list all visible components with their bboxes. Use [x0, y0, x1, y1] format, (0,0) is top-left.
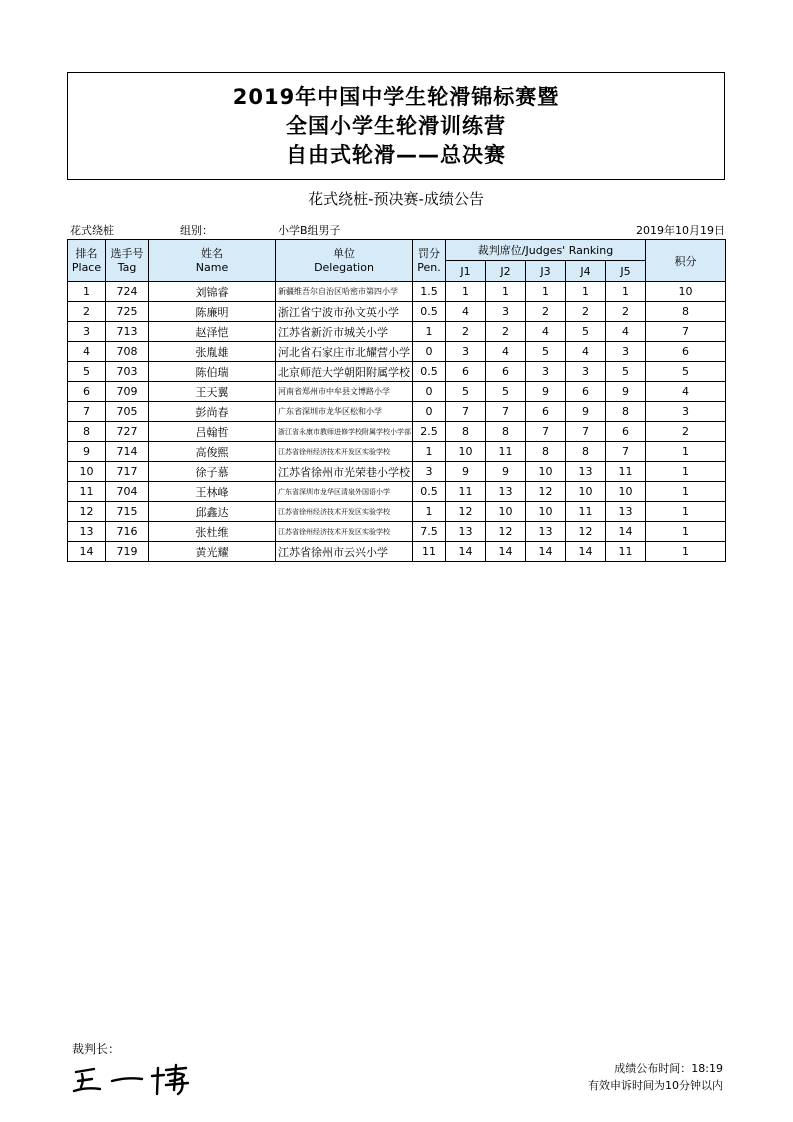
- table-row: [68, 302, 726, 322]
- header-pen-en: Pen.: [417, 260, 441, 274]
- cell-points: 6: [646, 342, 726, 362]
- cell-place: 10: [68, 462, 106, 482]
- cell-j5: 11: [606, 462, 646, 482]
- signature-drawing: [70, 1060, 200, 1098]
- cell-name: 张杜维: [149, 522, 276, 542]
- header-delegation-en: Delegation: [314, 260, 374, 274]
- header-j3: J3: [526, 261, 566, 282]
- header-name-en: Name: [195, 260, 229, 274]
- header-j2: J2: [486, 261, 526, 282]
- cell-j4: 11: [566, 502, 606, 522]
- title-box: [67, 72, 725, 180]
- cell-j5: 6: [606, 422, 646, 442]
- cell-pen: 0: [413, 402, 446, 422]
- cell-pen: 3: [413, 462, 446, 482]
- cell-j4: 13: [566, 462, 606, 482]
- cell-j5: 7: [606, 442, 646, 462]
- header-j4: J4: [566, 261, 606, 282]
- cell-j2: 13: [486, 482, 526, 502]
- cell-delegation: 江苏省徐州市云兴小学: [276, 542, 413, 562]
- cell-j1: 1: [446, 282, 486, 302]
- cell-place: 6: [68, 382, 106, 402]
- cell-pen: 0.5: [413, 302, 446, 322]
- cell-place: 7: [68, 402, 106, 422]
- title-line-2: 全国小学生轮滑训练营: [286, 113, 506, 138]
- cell-name: 黄光耀: [149, 542, 276, 562]
- cell-j1: 14: [446, 542, 486, 562]
- cell-place: 12: [68, 502, 106, 522]
- table-row: [68, 282, 726, 302]
- header-tag: [106, 240, 149, 282]
- cell-place: 4: [68, 342, 106, 362]
- cell-name: 刘锦睿: [149, 282, 276, 302]
- header-j1: J1: [446, 261, 486, 282]
- event-name: 花式绕桩: [70, 224, 114, 237]
- cell-j3: 12: [526, 482, 566, 502]
- cell-place: 8: [68, 422, 106, 442]
- cell-j1: 9: [446, 462, 486, 482]
- cell-delegation: 江苏省徐州市光荣巷小学校: [276, 462, 413, 482]
- cell-points: 1: [646, 522, 726, 542]
- cell-pen: 7.5: [413, 522, 446, 542]
- cell-j1: 7: [446, 402, 486, 422]
- cell-j5: 11: [606, 542, 646, 562]
- cell-tag: 715: [106, 502, 149, 522]
- cell-name: 彭尚春: [149, 402, 276, 422]
- cell-points: 3: [646, 402, 726, 422]
- header-delegation: [276, 240, 413, 282]
- cell-points: 10: [646, 282, 726, 302]
- cell-j3: 13: [526, 522, 566, 542]
- cell-tag: 719: [106, 542, 149, 562]
- cell-j4: 5: [566, 322, 606, 342]
- cell-pen: 1: [413, 502, 446, 522]
- cell-j4: 9: [566, 402, 606, 422]
- cell-j3: 7: [526, 422, 566, 442]
- header-pen-cn: 罚分: [418, 246, 440, 260]
- cell-name: 徐子慕: [149, 462, 276, 482]
- cell-j4: 7: [566, 422, 606, 442]
- cell-delegation: 河北省石家庄市北耀营小学: [276, 342, 413, 362]
- cell-j2: 1: [486, 282, 526, 302]
- appeal-note: 有效申诉时间为10分钟以内: [588, 1079, 723, 1092]
- cell-pen: 1: [413, 322, 446, 342]
- event-date: 2019年10月19日: [636, 224, 725, 237]
- cell-j3: 9: [526, 382, 566, 402]
- cell-name: 高俊熙: [149, 442, 276, 462]
- cell-delegation: 河南省郑州市中牟县文博路小学: [276, 382, 413, 402]
- results-table: [67, 239, 726, 562]
- cell-pen: 2.5: [413, 422, 446, 442]
- chief-judge-signature: [70, 1060, 200, 1102]
- table-row: [68, 342, 726, 362]
- cell-j4: 4: [566, 342, 606, 362]
- table-row: [68, 322, 726, 342]
- cell-j5: 8: [606, 402, 646, 422]
- cell-tag: 713: [106, 322, 149, 342]
- cell-delegation: 广东省深圳市龙华区清泉外国语小学: [276, 482, 413, 502]
- cell-place: 11: [68, 482, 106, 502]
- cell-name: 张胤雄: [149, 342, 276, 362]
- cell-j4: 2: [566, 302, 606, 322]
- cell-j3: 2: [526, 302, 566, 322]
- cell-place: 9: [68, 442, 106, 462]
- cell-delegation: 江苏省新沂市城关小学: [276, 322, 413, 342]
- cell-points: 1: [646, 542, 726, 562]
- cell-tag: 703: [106, 362, 149, 382]
- cell-delegation: 广东省深圳市龙华区松和小学: [276, 402, 413, 422]
- header-j5: J5: [606, 261, 646, 282]
- cell-place: 13: [68, 522, 106, 542]
- cell-name: 陈廉明: [149, 302, 276, 322]
- group-label: 组别：: [180, 224, 213, 237]
- cell-j2: 10: [486, 502, 526, 522]
- cell-pen: 1.5: [413, 282, 446, 302]
- cell-j5: 3: [606, 342, 646, 362]
- cell-j2: 2: [486, 322, 526, 342]
- cell-j3: 6: [526, 402, 566, 422]
- cell-j2: 9: [486, 462, 526, 482]
- header-judges: 裁判席位/Judges' Ranking: [446, 240, 646, 261]
- cell-j4: 8: [566, 442, 606, 462]
- header-place-cn: 排名: [75, 246, 98, 260]
- cell-j2: 14: [486, 542, 526, 562]
- cell-place: 2: [68, 302, 106, 322]
- cell-tag: 725: [106, 302, 149, 322]
- cell-pen: 1: [413, 442, 446, 462]
- cell-j2: 8: [486, 422, 526, 442]
- cell-j2: 4: [486, 342, 526, 362]
- table-row: [68, 402, 726, 422]
- cell-place: 3: [68, 322, 106, 342]
- cell-points: 1: [646, 462, 726, 482]
- cell-name: 吕翰哲: [149, 422, 276, 442]
- cell-j3: 4: [526, 322, 566, 342]
- cell-pen: 0.5: [413, 362, 446, 382]
- cell-j5: 10: [606, 482, 646, 502]
- cell-points: 7: [646, 322, 726, 342]
- cell-j4: 1: [566, 282, 606, 302]
- cell-points: 8: [646, 302, 726, 322]
- cell-j5: 5: [606, 362, 646, 382]
- header-place: [68, 240, 106, 282]
- header-tag-en: Tag: [117, 260, 137, 274]
- cell-j1: 2: [446, 322, 486, 342]
- cell-j2: 5: [486, 382, 526, 402]
- cell-j2: 3: [486, 302, 526, 322]
- table-row: [68, 422, 726, 442]
- cell-delegation: 北京师范大学朝阳附属学校: [276, 362, 413, 382]
- publish-time-value: 18:19: [691, 1062, 723, 1075]
- cell-j5: 4: [606, 322, 646, 342]
- cell-j3: 10: [526, 502, 566, 522]
- table-row: [68, 362, 726, 382]
- cell-j5: 13: [606, 502, 646, 522]
- chief-judge-label: 裁判长：: [72, 1042, 121, 1056]
- cell-j3: 14: [526, 542, 566, 562]
- cell-place: 14: [68, 542, 106, 562]
- cell-j1: 5: [446, 382, 486, 402]
- cell-tag: 717: [106, 462, 149, 482]
- table-row: [68, 442, 726, 462]
- cell-place: 1: [68, 282, 106, 302]
- cell-tag: 708: [106, 342, 149, 362]
- cell-tag: 704: [106, 482, 149, 502]
- cell-delegation: 江苏省徐州经济技术开发区实验学校: [276, 502, 413, 522]
- cell-j3: 5: [526, 342, 566, 362]
- table-row: [68, 462, 726, 482]
- header-name: [149, 240, 276, 282]
- title-line-1: 2019年中国中学生轮滑锦标赛暨: [232, 84, 560, 109]
- cell-j1: 3: [446, 342, 486, 362]
- cell-j4: 6: [566, 382, 606, 402]
- cell-tag: 705: [106, 402, 149, 422]
- results-body: [68, 282, 726, 562]
- cell-delegation: 浙江省永康市教师进修学校附属学校小学部: [276, 422, 413, 442]
- cell-delegation: 浙江省宁波市孙文英小学: [276, 302, 413, 322]
- cell-j4: 14: [566, 542, 606, 562]
- cell-j5: 9: [606, 382, 646, 402]
- header-pen: [413, 240, 446, 282]
- cell-place: 5: [68, 362, 106, 382]
- cell-j3: 8: [526, 442, 566, 462]
- page-subtitle: 花式绕桩-预决赛-成绩公告: [308, 190, 484, 208]
- cell-tag: 724: [106, 282, 149, 302]
- cell-name: 邱鑫达: [149, 502, 276, 522]
- table-row: [68, 482, 726, 502]
- cell-tag: 714: [106, 442, 149, 462]
- cell-j4: 3: [566, 362, 606, 382]
- group-value: 小学B组男子: [278, 224, 341, 237]
- cell-j2: 12: [486, 522, 526, 542]
- cell-delegation: 江苏省徐州经济技术开发区实验学校: [276, 442, 413, 462]
- cell-tag: 716: [106, 522, 149, 542]
- cell-points: 1: [646, 442, 726, 462]
- cell-tag: 727: [106, 422, 149, 442]
- header-delegation-cn: 单位: [333, 246, 355, 260]
- cell-points: 2: [646, 422, 726, 442]
- cell-points: 1: [646, 482, 726, 502]
- publish-time-label: 成绩公布时间：: [614, 1062, 692, 1075]
- cell-j1: 8: [446, 422, 486, 442]
- header-points: 积分: [646, 240, 726, 282]
- cell-j3: 3: [526, 362, 566, 382]
- cell-j5: 1: [606, 282, 646, 302]
- cell-points: 5: [646, 362, 726, 382]
- cell-pen: 0: [413, 342, 446, 362]
- header-tag-cn: 选手号: [110, 246, 144, 260]
- cell-j2: 7: [486, 402, 526, 422]
- cell-j1: 13: [446, 522, 486, 542]
- cell-j4: 12: [566, 522, 606, 542]
- cell-delegation: 新疆维吾尔自治区哈密市第四小学: [276, 282, 413, 302]
- cell-name: 赵泽恺: [149, 322, 276, 342]
- table-row: [68, 542, 726, 562]
- title-line-3: 自由式轮滑——总决赛: [286, 142, 506, 167]
- cell-pen: 11: [413, 542, 446, 562]
- cell-pen: 0.5: [413, 482, 446, 502]
- cell-j1: 12: [446, 502, 486, 522]
- cell-j1: 10: [446, 442, 486, 462]
- cell-j3: 1: [526, 282, 566, 302]
- cell-name: 陈伯瑞: [149, 362, 276, 382]
- table-row: [68, 522, 726, 542]
- cell-points: 4: [646, 382, 726, 402]
- cell-j2: 11: [486, 442, 526, 462]
- header-place-en: Place: [71, 260, 102, 274]
- cell-tag: 709: [106, 382, 149, 402]
- publish-time: [614, 1060, 723, 1076]
- table-row: [68, 502, 726, 522]
- table-row: [68, 382, 726, 402]
- cell-name: 王天翼: [149, 382, 276, 402]
- cell-j4: 10: [566, 482, 606, 502]
- cell-j3: 10: [526, 462, 566, 482]
- cell-j2: 6: [486, 362, 526, 382]
- cell-pen: 0: [413, 382, 446, 402]
- cell-name: 王林峰: [149, 482, 276, 502]
- cell-j1: 11: [446, 482, 486, 502]
- cell-points: 1: [646, 502, 726, 522]
- header-name-cn: 姓名: [201, 246, 223, 260]
- cell-j5: 2: [606, 302, 646, 322]
- cell-j1: 6: [446, 362, 486, 382]
- cell-delegation: 江苏省徐州经济技术开发区实验学校: [276, 522, 413, 542]
- cell-j5: 14: [606, 522, 646, 542]
- cell-j1: 4: [446, 302, 486, 322]
